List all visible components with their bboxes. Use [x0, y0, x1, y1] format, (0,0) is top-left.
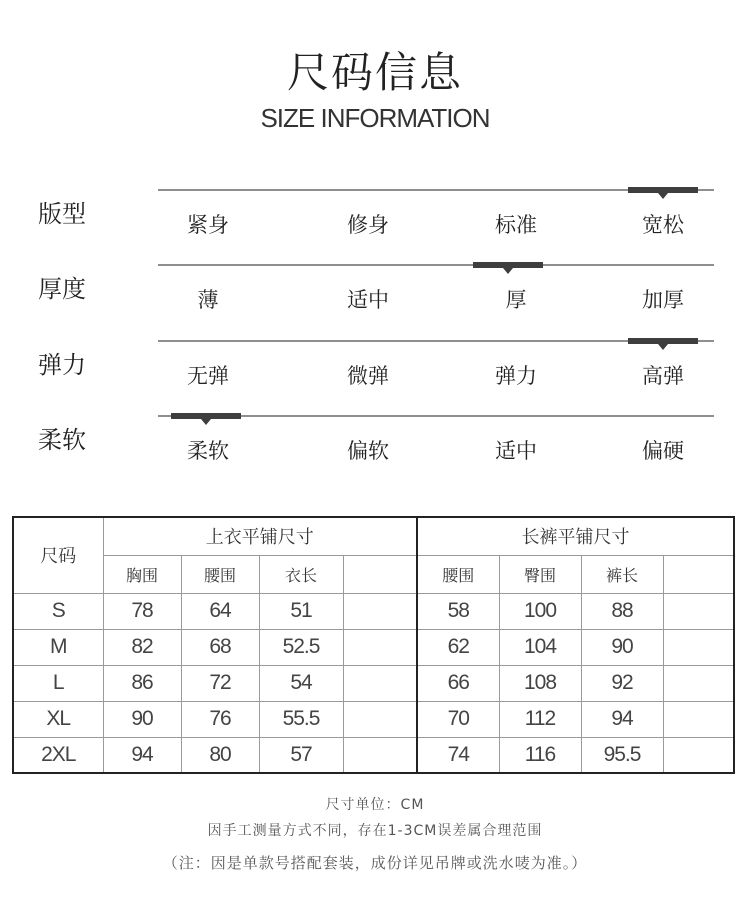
- attribute-row: [0, 415, 750, 490]
- top-value-cell: 64: [181, 593, 259, 629]
- bottom-value-cell: [663, 701, 734, 737]
- bottom-value-cell: [663, 593, 734, 629]
- top-value-cell: 55.5: [259, 701, 343, 737]
- page-title: 尺码信息: [286, 48, 463, 97]
- top-value-cell: [343, 701, 417, 737]
- top-value-cell: 54: [259, 665, 343, 701]
- bottom-value-cell: 94: [581, 701, 663, 737]
- attribute-label: 弹力: [38, 351, 86, 379]
- bottom-value-cell: [663, 737, 734, 773]
- top-value-cell: 72: [181, 665, 259, 701]
- bottom-value-cell: 66: [417, 665, 499, 701]
- top-group-header: 上衣平铺尺寸: [103, 517, 417, 555]
- size-header: 尺码: [13, 517, 103, 593]
- top-value-cell: 51: [259, 593, 343, 629]
- top-value-cell: 68: [181, 629, 259, 665]
- bottom-value-cell: 100: [499, 593, 581, 629]
- top-value-cell: 52.5: [259, 629, 343, 665]
- selected-marker-icon: [628, 187, 698, 193]
- top-col-header: 腰围: [181, 555, 259, 593]
- bottom-value-cell: [663, 665, 734, 701]
- attribute-scale-line: [158, 264, 714, 266]
- size-cell: M: [13, 629, 103, 665]
- table-row: [13, 701, 734, 737]
- size-cell: L: [13, 665, 103, 701]
- page-subtitle: SIZE INFORMATION: [260, 103, 490, 133]
- top-value-cell: [343, 629, 417, 665]
- error-note: 因手工测量方式不同，存在1-3CM误差属合理范围: [207, 823, 543, 839]
- table-row: [13, 737, 734, 773]
- attribute-scale-line: [158, 415, 714, 417]
- bottom-value-cell: 95.5: [581, 737, 663, 773]
- table-row: [13, 593, 734, 629]
- selected-marker-icon: [628, 338, 698, 344]
- top-value-cell: 90: [103, 701, 181, 737]
- attribute-option: 高弹: [642, 364, 684, 388]
- table-row: [13, 629, 734, 665]
- bottom-value-cell: 70: [417, 701, 499, 737]
- bottom-value-cell: 90: [581, 629, 663, 665]
- bottom-value-cell: 58: [417, 593, 499, 629]
- top-value-cell: [343, 665, 417, 701]
- bottom-value-cell: 108: [499, 665, 581, 701]
- bottom-col-header: 腰围: [417, 555, 499, 593]
- size-table: [12, 516, 735, 774]
- attribute-option: 薄: [197, 288, 219, 312]
- bottom-value-cell: 92: [581, 665, 663, 701]
- bottom-value-cell: 104: [499, 629, 581, 665]
- attribute-option: 紧身: [187, 213, 229, 237]
- top-value-cell: [343, 593, 417, 629]
- bottom-value-cell: 88: [581, 593, 663, 629]
- attribute-option: 适中: [495, 439, 537, 463]
- attribute-row: [0, 340, 750, 415]
- unit-note: 尺寸单位：CM: [325, 797, 425, 813]
- bottom-value-cell: 112: [499, 701, 581, 737]
- attribute-row: [0, 189, 750, 264]
- attribute-option: 修身: [347, 213, 389, 237]
- attribute-row: [0, 264, 750, 339]
- top-value-cell: 76: [181, 701, 259, 737]
- top-col-header: 衣长: [259, 555, 343, 593]
- attribute-option: 偏硬: [642, 439, 684, 463]
- bottom-col-header: [663, 555, 734, 593]
- table-row: [13, 665, 734, 701]
- top-value-cell: 78: [103, 593, 181, 629]
- attribute-option: 标准: [495, 213, 537, 237]
- attribute-label: 厚度: [38, 275, 86, 303]
- attribute-option: 弹力: [495, 364, 537, 388]
- bottom-col-header: 裤长: [581, 555, 663, 593]
- top-value-cell: 82: [103, 629, 181, 665]
- remark-note: （注：因是单款号搭配套装，成份详见吊牌或洗水唛为准。）: [162, 854, 588, 872]
- top-value-cell: 94: [103, 737, 181, 773]
- bottom-group-header: 长裤平铺尺寸: [417, 517, 734, 555]
- attribute-label: 版型: [38, 200, 86, 228]
- attribute-option: 无弹: [187, 364, 229, 388]
- size-cell: XL: [13, 701, 103, 737]
- bottom-col-header: 臀围: [499, 555, 581, 593]
- top-value-cell: [343, 737, 417, 773]
- selected-marker-icon: [473, 262, 543, 268]
- attribute-option: 微弹: [347, 364, 389, 388]
- selected-marker-icon: [171, 413, 241, 419]
- attribute-label: 柔软: [38, 426, 86, 454]
- attribute-option: 加厚: [642, 288, 684, 312]
- bottom-value-cell: 62: [417, 629, 499, 665]
- bottom-value-cell: 74: [417, 737, 499, 773]
- attribute-option: 宽松: [642, 213, 684, 237]
- size-cell: S: [13, 593, 103, 629]
- size-cell: 2XL: [13, 737, 103, 773]
- attribute-option: 偏软: [347, 439, 389, 463]
- top-col-header: [343, 555, 417, 593]
- top-value-cell: 86: [103, 665, 181, 701]
- bottom-value-cell: 116: [499, 737, 581, 773]
- top-col-header: 胸围: [103, 555, 181, 593]
- top-value-cell: 57: [259, 737, 343, 773]
- bottom-value-cell: [663, 629, 734, 665]
- attribute-option: 适中: [347, 288, 389, 312]
- attribute-option: 柔软: [187, 439, 229, 463]
- attribute-option: 厚: [505, 288, 527, 312]
- top-value-cell: 80: [181, 737, 259, 773]
